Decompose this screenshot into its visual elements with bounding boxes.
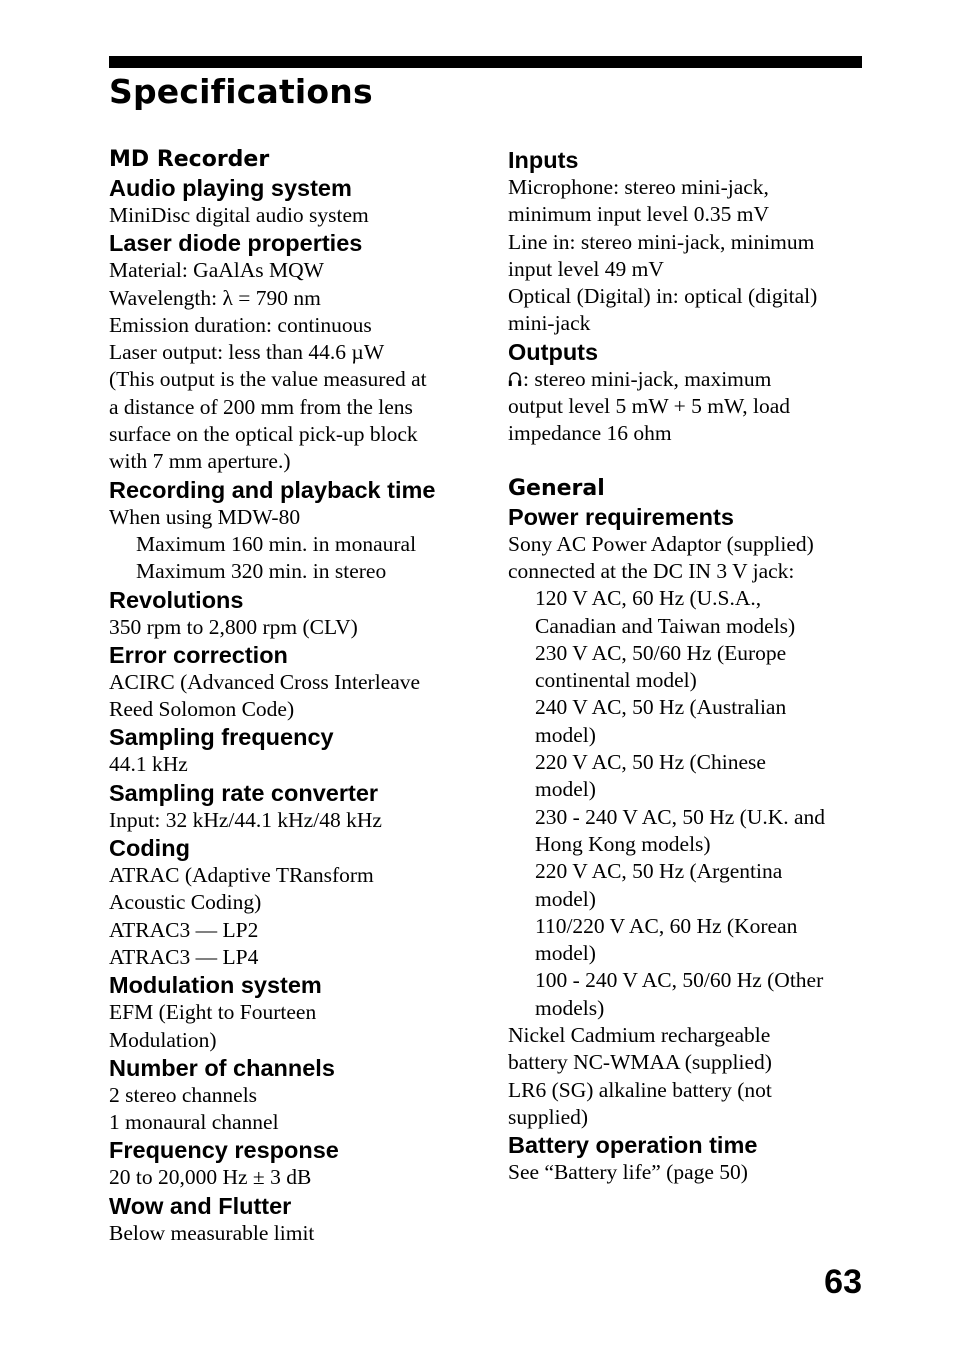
spec-line-indented: 230 - 240 V AC, 50 Hz (U.K. and <box>535 804 826 829</box>
outputs-first-line: : stereo mini-jack, maximum <box>523 366 772 391</box>
spec-line: ACIRC (Advanced Cross Interleave <box>109 669 421 694</box>
spec-line: output level 5 mW + 5 mW, load <box>508 394 791 419</box>
spec-line: (This output is the value measured at <box>109 367 427 392</box>
heading-coding: Coding <box>109 835 190 862</box>
spec-line-indented: Canadian and Taiwan models) <box>535 613 796 638</box>
heading-power-requirements: Power requirements <box>508 503 734 530</box>
spec-line: See “Battery life” (page 50) <box>508 1160 748 1185</box>
spec-line: Material: GaAlAs MQW <box>109 258 324 283</box>
spec-line: minimum input level 0.35 mV <box>508 202 769 227</box>
spec-line: Input: 32 kHz/44.1 kHz/48 kHz <box>109 807 382 832</box>
spec-line: When using MDW-80 <box>109 504 301 529</box>
spec-line-indented: 120 V AC, 60 Hz (U.S.A., <box>535 586 762 611</box>
spec-line: Line in: stereo mini-jack, minimum <box>508 229 815 254</box>
spec-line: supplied) <box>508 1104 589 1129</box>
heading-frequency-response: Frequency response <box>109 1137 339 1164</box>
heading-sampling-frequency: Sampling frequency <box>109 724 334 751</box>
spec-line: 350 rpm to 2,800 rpm (CLV) <box>109 614 358 639</box>
heading-audio-playing-system: Audio playing system <box>109 175 352 201</box>
right-column <box>508 146 868 1187</box>
spec-line: 1 monaural channel <box>109 1110 279 1135</box>
spec-line: ATRAC3 — LP4 <box>109 944 259 969</box>
heading-battery-operation-time: Battery operation time <box>508 1132 758 1159</box>
spec-line-indented: 110/220 V AC, 60 Hz (Korean <box>535 913 798 938</box>
spec-line: ATRAC3 — LP2 <box>109 917 259 942</box>
heading-recording-time: Recording and playback time <box>109 476 436 503</box>
spec-line: Sony AC Power Adaptor (supplied) <box>508 531 814 556</box>
heading-number-of-channels: Number of channels <box>109 1054 335 1081</box>
spec-line: Below measurable limit <box>109 1220 315 1245</box>
heading-modulation-system: Modulation system <box>109 972 322 999</box>
section-general: General <box>508 475 605 501</box>
spec-line-indented: 230 V AC, 50/60 Hz (Europe <box>535 640 787 665</box>
spec-line: surface on the optical pick-up block <box>109 422 418 447</box>
spec-line: 2 stereo channels <box>109 1082 258 1107</box>
spec-line: a distance of 200 mm from the lens <box>109 394 413 419</box>
spec-line: LR6 (SG) alkaline battery (not <box>508 1077 772 1102</box>
spec-line: Reed Solomon Code) <box>109 697 295 722</box>
spec-line: with 7 mm aperture.) <box>109 449 291 474</box>
spec-line-indented: model) <box>535 886 596 911</box>
spec-line: Emission duration: continuous <box>109 312 372 337</box>
headphones-icon <box>508 371 522 387</box>
heading-inputs: Inputs <box>508 147 579 173</box>
spec-line: battery NC-WMAA (supplied) <box>508 1050 772 1075</box>
spec-line: ATRAC (Adaptive TRansform <box>109 863 374 888</box>
spec-line: impedance 16 ohm <box>508 421 672 446</box>
title-rule <box>109 56 862 68</box>
spec-line: 20 to 20,000 Hz ± 3 dB <box>109 1165 312 1190</box>
spec-line-indented: 220 V AC, 50 Hz (Argentina <box>535 859 783 884</box>
heading-outputs: Outputs <box>508 338 599 365</box>
spec-line: mini-jack <box>508 311 591 336</box>
heading-revolutions: Revolutions <box>109 586 244 613</box>
spec-line <box>508 366 868 393</box>
spec-line-indented: 100 - 240 V AC, 50/60 Hz (Other <box>535 968 824 993</box>
spec-line: MiniDisc digital audio system <box>109 203 369 227</box>
spec-line: connected at the DC IN 3 V jack: <box>508 558 795 583</box>
spec-line-indented: model) <box>535 722 596 747</box>
spec-line: 44.1 kHz <box>109 752 188 777</box>
spec-line: Modulation) <box>109 1027 217 1052</box>
spec-line-indented: continental model) <box>535 668 697 693</box>
heading-wow-flutter: Wow and Flutter <box>109 1192 292 1219</box>
spec-line: Microphone: stereo mini-jack, <box>508 175 769 199</box>
left-column <box>109 146 469 1247</box>
spec-line: Laser output: less than 44.6 µW <box>109 340 385 365</box>
spec-line-indented: 240 V AC, 50 Hz (Australian <box>535 695 787 720</box>
spec-line-indented: models) <box>535 995 605 1020</box>
spec-line: input level 49 mV <box>508 256 664 281</box>
spec-line: Wavelength: λ = 790 nm <box>109 285 321 310</box>
heading-error-correction: Error correction <box>109 641 288 668</box>
spec-line-indented: model) <box>535 777 596 802</box>
spec-line: Acoustic Coding) <box>109 890 262 915</box>
spec-line-indented: 220 V AC, 50 Hz (Chinese <box>535 750 766 775</box>
page-title: Specifications <box>109 72 373 111</box>
heading-laser-diode: Laser diode properties <box>109 230 363 257</box>
spec-line-indented: Maximum 320 min. in stereo <box>136 559 387 584</box>
heading-sampling-rate-converter: Sampling rate converter <box>109 779 379 806</box>
spec-line: Optical (Digital) in: optical (digital) <box>508 284 818 309</box>
spec-line-indented: model) <box>535 941 596 966</box>
page-number: 63 <box>824 1263 862 1301</box>
section-md-recorder: MD Recorder <box>109 147 270 172</box>
spec-line-indented: Maximum 160 min. in monaural <box>136 531 417 556</box>
spec-line-indented: Hong Kong models) <box>535 831 711 856</box>
spec-line: EFM (Eight to Fourteen <box>109 1000 317 1025</box>
spec-line: Nickel Cadmium rechargeable <box>508 1023 771 1048</box>
